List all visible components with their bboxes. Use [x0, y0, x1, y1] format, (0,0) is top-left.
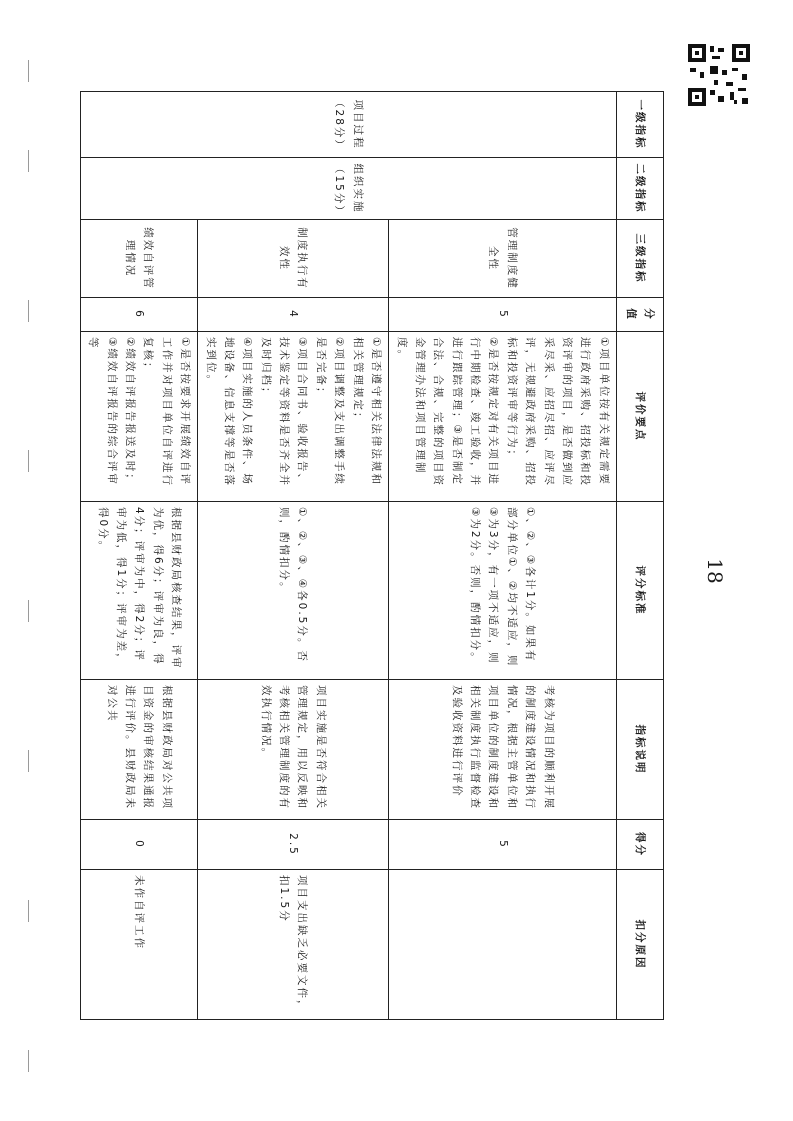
criteria-line: ①、②、③、④各0.5分。否则，酌情扣分。 [278, 507, 309, 663]
header-score-value: 分值 [617, 298, 664, 332]
binding-margin [0, 0, 36, 1121]
rotated-table-area [87, 91, 664, 1019]
key-point-line: ①是否遵守相关法律法规和相关管理规定； [351, 337, 382, 486]
deduction-cell: 项目支出缺乏必要文件，扣1.5分 [198, 870, 389, 1020]
level3-cell: 管理制度健全性 [389, 220, 617, 298]
table-header-row [617, 92, 664, 1020]
header-level3: 三级指标 [617, 220, 664, 298]
key-point-line: ②项目调整及支出调整手续是否完备； [314, 337, 346, 486]
binding-mark [28, 450, 29, 472]
header-key-points: 评价要点 [617, 332, 664, 502]
score-got-cell: 5 [389, 820, 617, 870]
criteria-cell [389, 502, 617, 680]
criteria-cell [81, 502, 198, 680]
table-row [198, 92, 389, 1020]
binding-mark [28, 60, 29, 82]
header-level1: 一级指标 [617, 92, 664, 158]
header-score-got: 得分 [617, 820, 664, 870]
key-point-line: ①项目单位按有关规定需要进行政府采购、招投标和投资评审的项目，是否做到应采尽采、应招尽招、应评尽评，无规避政府采购、招投标和投资评审等行为； [505, 337, 610, 487]
deduction-cell: 未作自评工作 [81, 870, 198, 1020]
score-got-cell: 0 [81, 820, 198, 870]
level3-cell: 制度执行有效性 [198, 220, 389, 298]
score-value-cell: 6 [81, 298, 198, 332]
level3-cell: 绩效自评管理情况 [81, 220, 198, 298]
key-points-cell [198, 332, 389, 502]
header-criteria: 评分标准 [617, 502, 664, 680]
binding-mark [28, 750, 29, 772]
criteria-cell [198, 502, 389, 680]
key-point-line: ①是否按要求开展绩效自评工作并对项目单位自评进行复核； [142, 337, 192, 487]
criteria-line: 根据县财政局核查结果，评审为优，得6分；评审为良，得4分；评审为中，得2分；评审为低，得1分；评审为差，得0分。 [96, 507, 183, 670]
header-level2: 二级指标 [617, 158, 664, 220]
page-number: 18 [703, 558, 727, 584]
binding-mark [28, 900, 29, 922]
key-points-cell [389, 332, 617, 502]
qr-code [688, 44, 750, 106]
description-cell: 项目实施是否符合相关管理规定，用以反映和考核相关管理制度的有效执行情况。 [198, 680, 389, 820]
score-value-cell: 5 [389, 298, 617, 332]
header-description: 指标说明 [617, 680, 664, 820]
table-row [389, 92, 617, 1020]
score-value-cell: 4 [198, 298, 389, 332]
binding-mark [28, 300, 29, 322]
binding-mark [28, 1050, 29, 1072]
table-row [81, 92, 198, 1020]
deduction-cell [389, 870, 617, 1020]
binding-mark [28, 600, 29, 622]
score-got-cell: 2.5 [198, 820, 389, 870]
criteria-line: ①、②、③各计1分。如果有部分单位①、②均不适应，则③为3分，有一项不适应，则③为2分。否则，酌情扣分。 [469, 507, 537, 668]
key-point-line: ④项目实施的人员条件、场地设备、信息支撑等是否落实到位。 [204, 337, 254, 487]
description-cell: 根据县财政局对公共项目资金的审核结果通报进行评价。县财政局未对公共 [81, 680, 198, 820]
key-point-line: ③项目合同书、验收报告、技术鉴定等资料是否齐全并及时归档； [259, 337, 309, 487]
description-cell: 考核为项目的顺利开展的制度建设情况和执行情况，根据主管单位和项目单位的制度建设和相关制度执行监督检查及验收资料进行评价 [389, 680, 617, 820]
key-point-line: ③绩效自评报告的综合评审等 [87, 337, 118, 486]
evaluation-table [87, 91, 664, 1019]
key-point-line: ②绩效自评报告报送及时； [124, 337, 137, 486]
header-deduction: 扣分原因 [617, 870, 664, 1020]
key-points-cell [81, 332, 198, 502]
binding-mark [28, 150, 29, 172]
key-point-line: ②是否按规定对有关项目进行中期检查、竣工验收，并进行跟踪管理；③是否制定合法、合规、完整的项目资金管理办法和项目管理制度。 [395, 337, 500, 487]
level2-cell: 组织实施（15分） [81, 158, 617, 220]
level1-cell: 项目过程（28分） [81, 92, 617, 158]
